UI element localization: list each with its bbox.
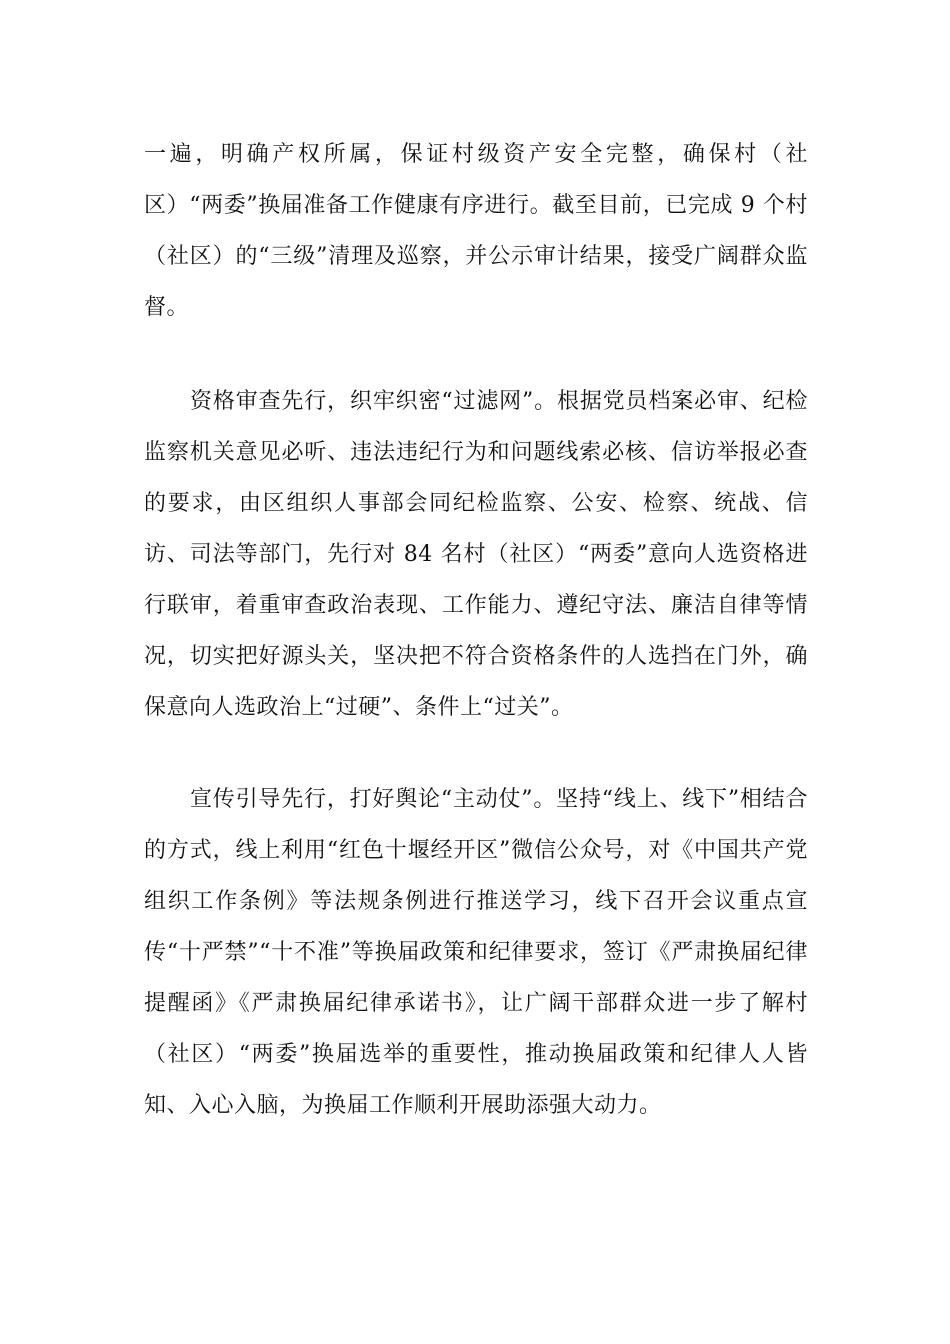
- paragraph-publicity-guidance: 宣传引导先行，打好舆论“主动仗”。坚持“线上、线下”相结合的方式，线上利用“红色十堰经开区”微信公众号，对《中国共产党组织工作条例》等法规条例进行推送学习，线下召开会议重点宣传“十严禁”“十不准”等换届政策和纪律要求，签订《严肃换届纪律提醒函》《严肃换届纪律承诺书》，让广阔干部群众进一步了解村（社区）“两委”换届选举的重要性，推动换届政策和纪律人人皆知、入心入脑，为换届工作顺利开展助添强大动力。: [144, 787, 808, 1118]
- paragraph-continuation: 一遍，明确产权所属，保证村级资产安全完整，确保村（社区）“两委”换届准备工作健康有序进行。截至目前，已完成 9 个村（社区）的“三级”清理及巡察，并公示审计结果，接受广阔群众监督。: [144, 142, 808, 320]
- paragraph-qualification-review: 资格审查先行，织牢织密“过滤网”。根据党员档案必审、纪检监察机关意见必听、违法违纪行为和问题线索必核、信访举报必查的要求，由区组织人事部会同纪检监察、公安、检察、统战、信访、司法等部门，先行对 84 名村（社区）“两委”意向人选资格进行联审，着重审查政治表现、工作能力、遵纪守法、廉洁自律等情况，切实把好源头关，坚决把不符合资格条件的人选挡在门外，确保意向人选政治上“过硬”、条件上“过关”。: [144, 389, 808, 720]
